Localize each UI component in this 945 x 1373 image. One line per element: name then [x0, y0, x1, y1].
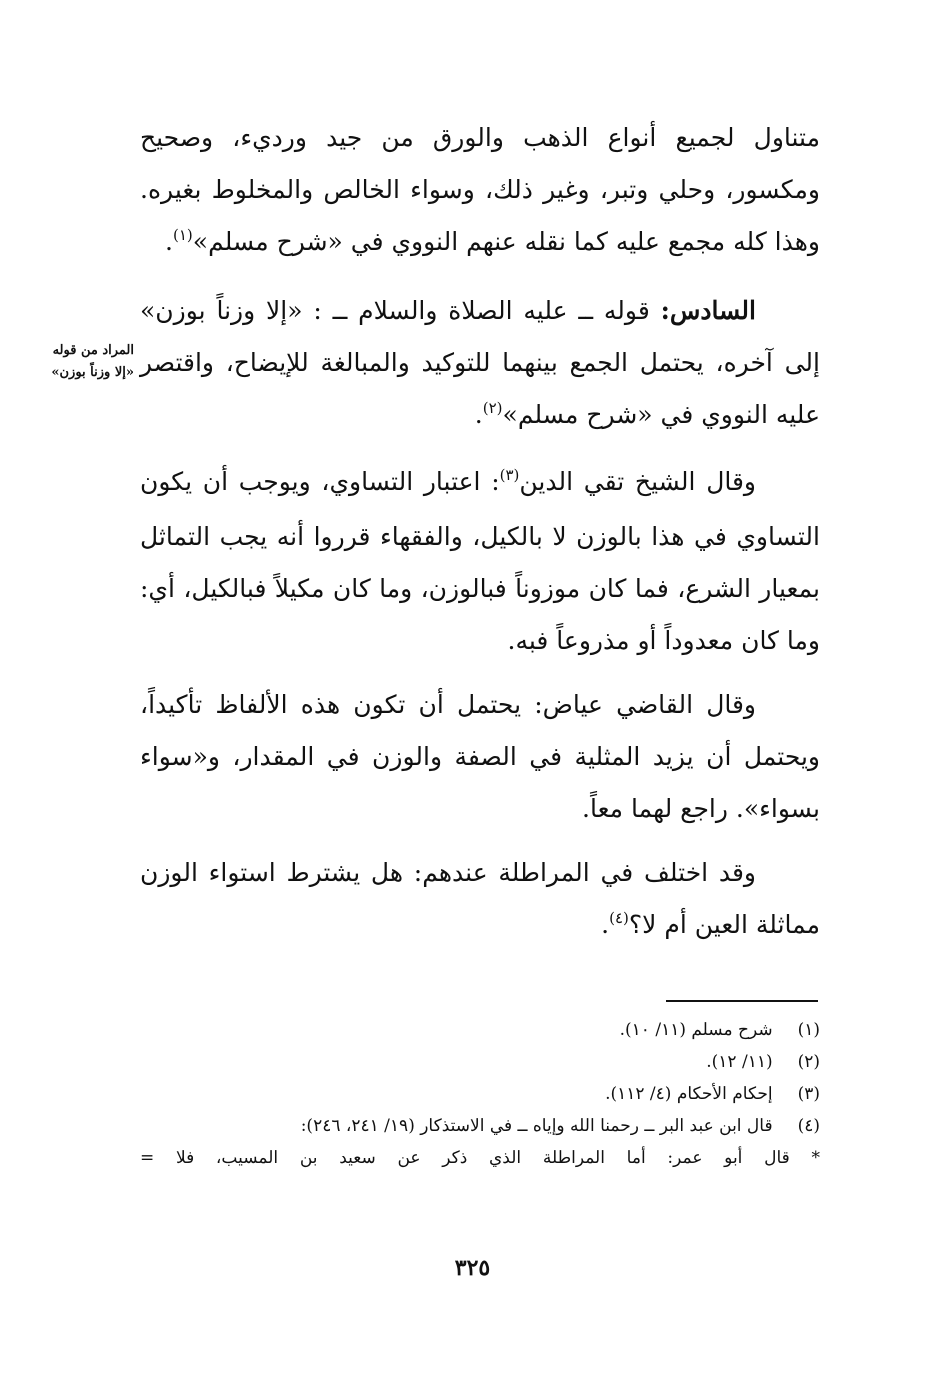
paragraph-end: . — [165, 227, 173, 256]
margin-note-line: «إلا وزناً بوزن» — [51, 365, 134, 380]
footnote-item — [140, 1110, 820, 1142]
footnote-number: (٤) — [797, 1116, 820, 1136]
footnote-continuation: * قال أبو عمر: أما المراطلة الذي ذكر عن سعيد بن المسيب، فلا = — [140, 1148, 820, 1168]
footnote-item — [140, 1046, 820, 1078]
footnote-ref[interactable]: (٢) — [482, 399, 503, 417]
paragraph-1 — [140, 112, 820, 271]
footnote-item — [140, 1014, 820, 1046]
footnote-ref[interactable]: (١) — [173, 226, 193, 244]
footnote-item — [140, 1078, 820, 1110]
paragraph-4 — [140, 679, 820, 835]
paragraph-2 — [140, 285, 820, 444]
footnote-ref[interactable]: (٣) — [499, 466, 520, 484]
margin-note-line: المراد من قوله — [52, 343, 134, 358]
footnote-text: إحكام الأحكام (٤/ ١١٢). — [605, 1084, 773, 1104]
footnote-number: (٣) — [797, 1084, 820, 1104]
paragraph-end: . — [601, 910, 610, 939]
footnote-text: قال ابن عبد البر ــ رحمنا الله وإياه ــ في الاستذكار (١٩/ ٢٤١، ٢٤٦): — [300, 1116, 773, 1136]
paragraph-3 — [140, 456, 820, 667]
footnote-text: شرح مسلم (١١/ ١٠). — [619, 1020, 773, 1040]
paragraph-text: وقد اختلف في المراطلة عندهم: هل يشترط استواء الوزن مماثلة العين أم لا؟ — [140, 858, 820, 939]
main-text — [140, 112, 820, 954]
paragraph-5 — [140, 847, 820, 954]
paragraph-text: وقال الشيخ تقي الدين — [519, 467, 756, 496]
footnote-divider — [666, 1000, 818, 1002]
paragraph-end: . — [474, 400, 483, 429]
footnote-number: (٢) — [797, 1052, 820, 1072]
footnotes — [140, 1014, 820, 1174]
margin-note — [22, 340, 134, 384]
paragraph-text: وقال القاضي عياض: يحتمل أن تكون هذه الألفاظ تأكيداً، ويحتمل أن يزيد المثلية في الصفة والوزن في المقدار، و«سواء بسواء». راجع لهما معاً. — [140, 690, 820, 823]
paragraph-lead: السادس: — [660, 296, 756, 325]
page-number: ٣٢٥ — [454, 1255, 491, 1281]
footnote-text: (١١/ ١٢). — [706, 1052, 773, 1072]
paragraph-text: متناول لجميع أنواع الذهب والورق من جيد ورديء، وصحيح ومكسور، وحلي وتبر، وغير ذلك، وسواء الخالص والمخلوط بغيره. وهذا كله مجمع عليه كما نقله عنهم النووي في «شرح مسلم» — [140, 123, 820, 256]
paragraph-end: : اعتبار التساوي، ويوجب أن يكون التساوي في هذا بالوزن لا بالكيل، والفقهاء قرروا أنه يجب التماثل بمعيار الشرع، فما كان موزوناً فبالوزن، وما كان مكيلاً فبالكيل، أي: وما كان معدوداً أو مذروعاً فبه. — [140, 467, 820, 655]
paragraph-text: قوله ــ عليه الصلاة والسلام ــ : «إلا وزناً بوزن» إلى آخره، يحتمل الجمع بينهما للتوكيد والمبالغة للإيضاح، واقتصر عليه النووي في «شرح مسلم» — [140, 296, 820, 429]
footnote-number: (١) — [797, 1020, 820, 1040]
footnote-ref[interactable]: (٤) — [609, 909, 629, 927]
